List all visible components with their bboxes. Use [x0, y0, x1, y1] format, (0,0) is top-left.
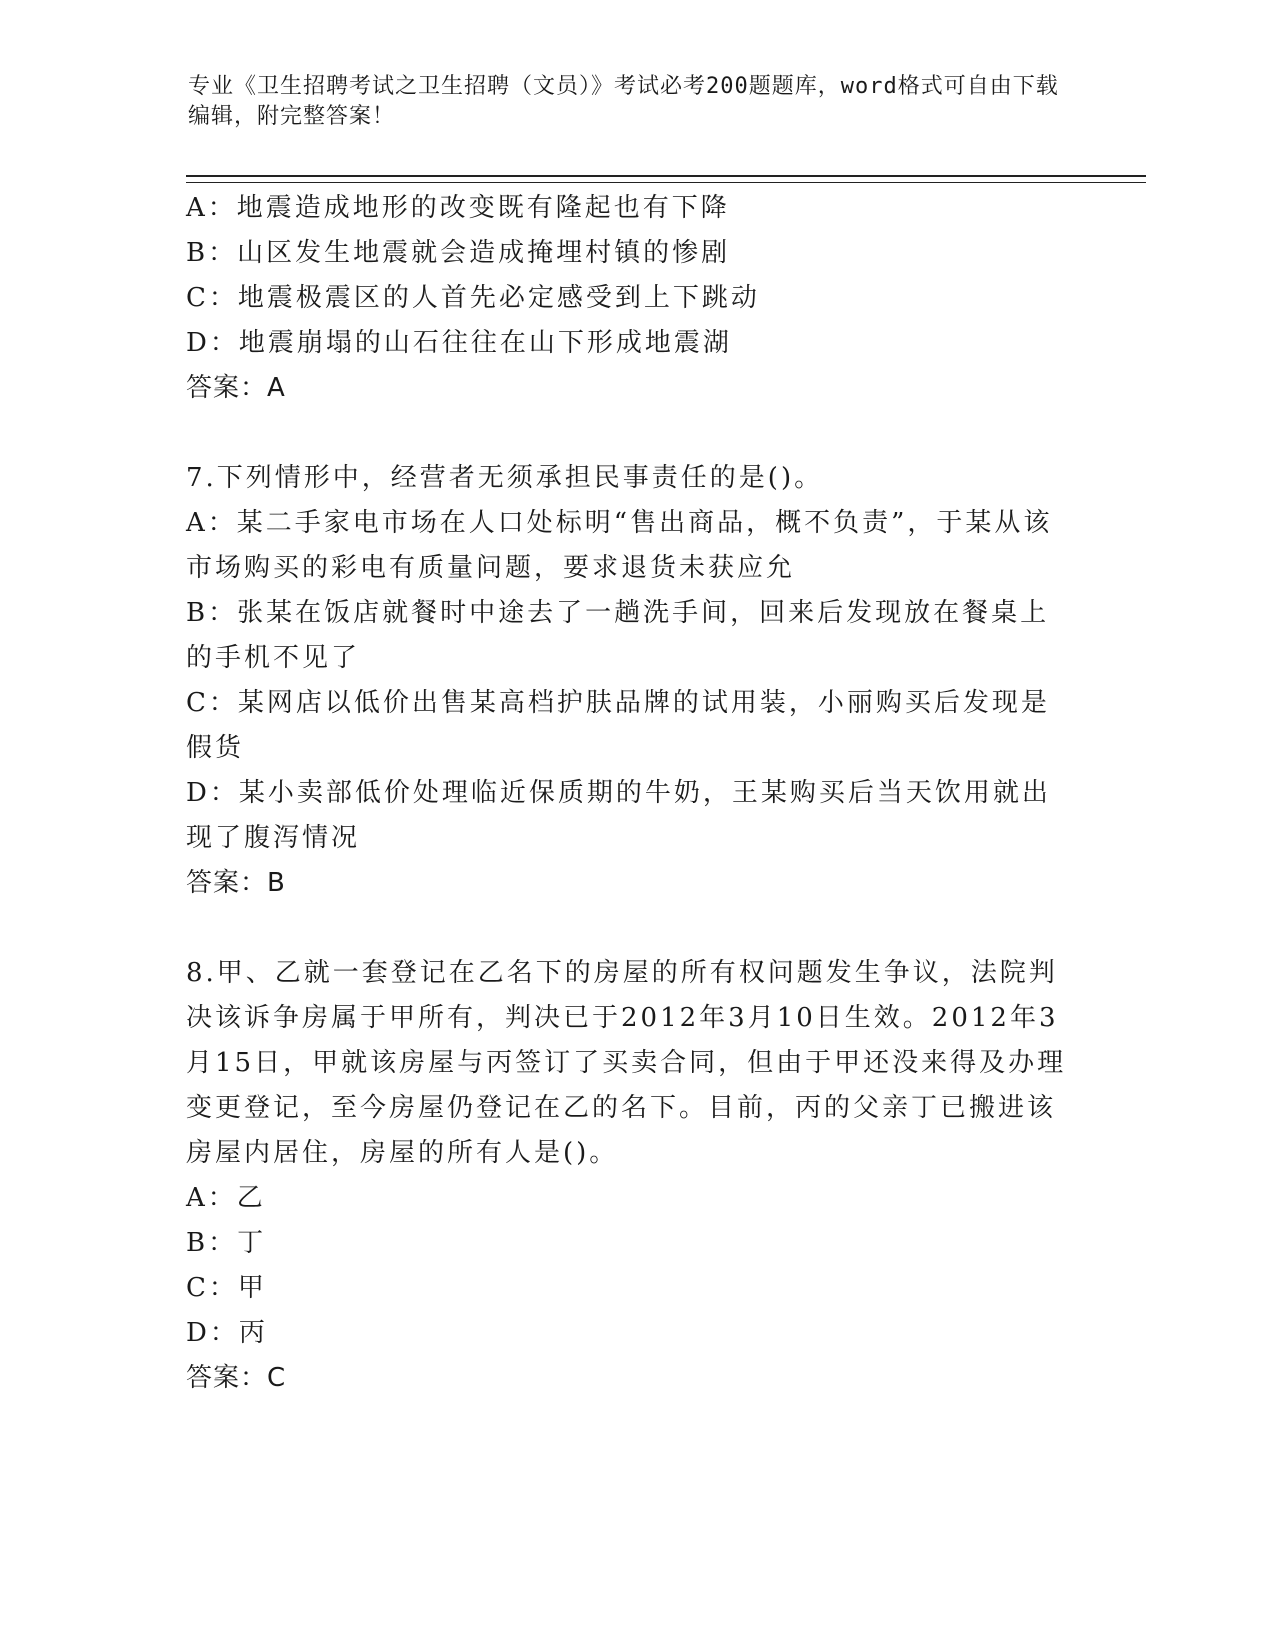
option-c: C：地震极震区的人首先必定感受到上下跳动	[186, 283, 760, 313]
question-6-block	[186, 186, 1076, 411]
option-c: C：甲	[186, 1273, 267, 1303]
question-7-block	[186, 456, 1076, 906]
option-b: B：山区发生地震就会造成掩埋村镇的惨剧	[186, 238, 731, 268]
option-a: A：某二手家电市场在人口处标明“售出商品，概不负责”，于某从该市场购买的彩电有质量问题，要求退货未获应允	[186, 508, 1053, 583]
option-b: B：张某在饭店就餐时中途去了一趟洗手间，回来后发现放在餐桌上的手机不见了	[186, 598, 1050, 673]
option-d: D：丙	[186, 1318, 268, 1348]
option-b: B：丁	[186, 1228, 267, 1258]
question-content	[186, 186, 1076, 1401]
header-divider-thin	[186, 182, 1146, 183]
document-header: 专业《卫生招聘考试之卫生招聘（文员）》考试必考200题题库，word格式可自由下载编辑，附完整答案！	[188, 74, 1059, 129]
answer-line: 答案：A	[186, 373, 286, 403]
spacer	[186, 906, 1076, 951]
option-d: D：地震崩塌的山石往往在山下形成地震湖	[186, 328, 732, 358]
spacer	[186, 411, 1076, 456]
header-divider-thick	[186, 175, 1146, 177]
question-text: 8.甲、乙就一套登记在乙名下的房屋的所有权问题发生争议，法院判决该诉争房属于甲所有，判决已于2012年3月10日生效。2012年3月15日，甲就该房屋与丙签订了买卖合同，但由于甲还没来得及办理变更登记，至今房屋仍登记在乙的名下。目前，丙的父亲丁已搬进该房屋内居住，房屋的所有人是()。	[186, 958, 1067, 1168]
answer-line: 答案：C	[186, 1363, 287, 1393]
answer-line: 答案：B	[186, 868, 286, 898]
option-a: A：地震造成地形的改变既有隆起也有下降	[186, 193, 730, 223]
option-c: C：某网店以低价出售某高档护肤品牌的试用装，小丽购买后发现是假货	[186, 688, 1050, 763]
option-a: A：乙	[186, 1183, 266, 1213]
question-8-block	[186, 951, 1076, 1401]
option-d: D：某小卖部低价处理临近保质期的牛奶，王某购买后当天饮用就出现了腹泻情况	[186, 778, 1051, 853]
question-text: 7.下列情形中，经营者无须承担民事责任的是()。	[186, 463, 824, 493]
